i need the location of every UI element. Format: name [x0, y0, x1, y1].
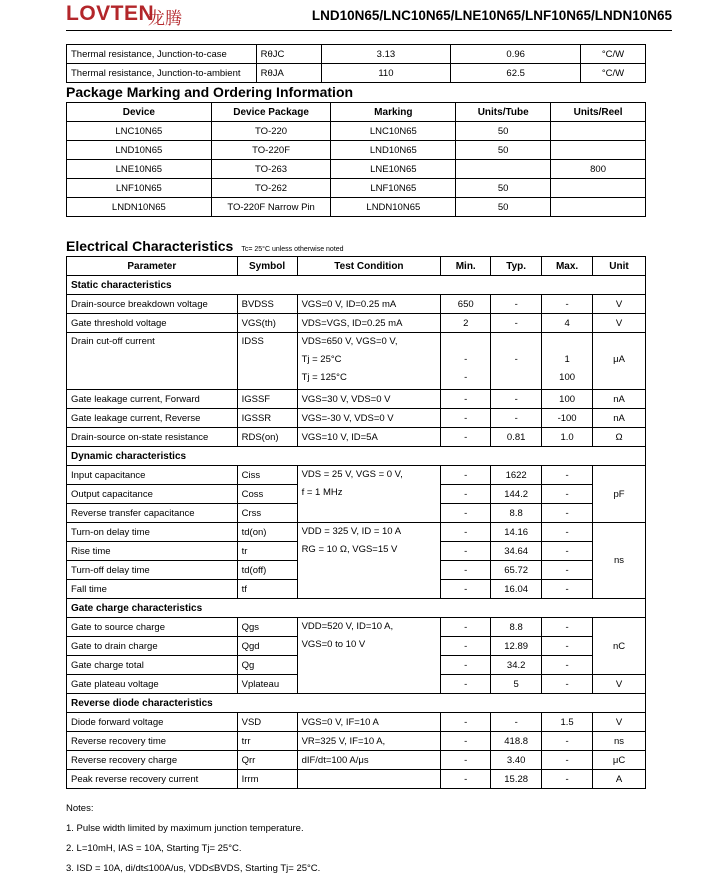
- max-cell: -: [542, 561, 593, 580]
- section-row: [67, 694, 646, 713]
- notes-section: [66, 803, 320, 883]
- table-row: [67, 466, 646, 485]
- min-cell: -: [441, 466, 491, 485]
- typ-cell: 5: [491, 675, 542, 694]
- thermal-symbol: RθJC: [256, 45, 321, 64]
- units-reel-cell: [551, 198, 646, 217]
- column-header: Parameter: [67, 257, 238, 276]
- package-cell: TO-220F Narrow Pin: [211, 198, 331, 217]
- typ-cell: -: [491, 409, 542, 428]
- table-row: [67, 409, 646, 428]
- thermal-symbol: RθJA: [256, 64, 321, 83]
- table-row: [67, 122, 646, 141]
- thermal-value: 0.96: [451, 45, 581, 64]
- typ-cell: 34.64: [491, 542, 542, 561]
- column-header: Marking: [331, 103, 456, 122]
- symbol-cell: Ciss: [237, 466, 297, 485]
- device-cell: LNF10N65: [67, 179, 212, 198]
- max-cell: -: [542, 466, 593, 485]
- document-part-numbers: LND10N65/LNC10N65/LNE10N65/LNF10N65/LNDN10N65: [311, 8, 672, 23]
- symbol-cell: td(on): [237, 523, 297, 542]
- symbol-cell: Irrm: [237, 770, 297, 789]
- package-cell: TO-220F: [211, 141, 331, 160]
- condition-line: f = 1 MHz: [301, 487, 343, 498]
- typ-cell: 15.28: [491, 770, 542, 789]
- column-header: Test Condition: [297, 257, 441, 276]
- electrical-title-text: Electrical Characteristics: [66, 238, 234, 254]
- max-cell: -: [542, 770, 593, 789]
- condition-line: Tj = 125°C: [301, 372, 347, 383]
- table-header-row: [67, 103, 646, 122]
- thermal-table: [66, 44, 646, 83]
- param-cell: Drain cut-off current: [67, 333, 238, 390]
- section-row: [67, 276, 646, 295]
- param-cell: Rise time: [67, 542, 238, 561]
- max-cell: -: [542, 656, 593, 675]
- condition-line: VDD=520 V, ID=10 A,: [301, 621, 394, 632]
- marking-cell: LNDN10N65: [331, 198, 456, 217]
- package-cell: TO-263: [211, 160, 331, 179]
- typ-cell: 8.8: [491, 618, 542, 637]
- max-value: 100: [559, 372, 576, 383]
- section-title: Reverse diode characteristics: [67, 694, 646, 713]
- condition-cell: [297, 333, 441, 390]
- min-cell: -: [441, 618, 491, 637]
- symbol-cell: Qgd: [237, 637, 297, 656]
- table-header-row: [67, 257, 646, 276]
- column-header: Max.: [542, 257, 593, 276]
- min-cell: -: [441, 675, 491, 694]
- max-cell: -: [542, 751, 593, 770]
- typ-cell: 1622: [491, 466, 542, 485]
- min-cell: -: [441, 580, 491, 599]
- header-divider: [66, 30, 672, 31]
- table-row: [67, 333, 646, 390]
- unit-cell: ns: [593, 732, 646, 751]
- min-cell: -: [441, 390, 491, 409]
- typ-cell: -: [491, 713, 542, 732]
- temperature-note: Tc= 25°C unless otherwise noted: [241, 246, 344, 253]
- symbol-cell: VGS(th): [237, 314, 297, 333]
- symbol-cell: IGSSR: [237, 409, 297, 428]
- condition-line: VDS = 25 V, VGS = 0 V,: [301, 469, 403, 480]
- device-cell: LNE10N65: [67, 160, 212, 179]
- param-cell: Gate to drain charge: [67, 637, 238, 656]
- device-cell: LNC10N65: [67, 122, 212, 141]
- min-cell: -: [441, 409, 491, 428]
- max-cell: 1.0: [542, 428, 593, 447]
- condition-line: VDD = 325 V, ID = 10 A: [301, 526, 402, 537]
- max-cell: -: [542, 637, 593, 656]
- note-item: 3. ISD = 10A, di/dt≤100A/us, VDD≤BVDS, Starting Tj= 25°C.: [66, 863, 321, 874]
- min-cell: -: [441, 637, 491, 656]
- param-cell: Drain-source breakdown voltage: [67, 295, 238, 314]
- condition-line: Tj = 25°C: [301, 354, 342, 365]
- package-cell: TO-262: [211, 179, 331, 198]
- table-row: [67, 390, 646, 409]
- condition-cell: VGS=0 V, IF=10 A: [297, 713, 441, 732]
- unit-value: μA: [613, 354, 625, 365]
- table-row: [67, 751, 646, 770]
- marking-cell: LNF10N65: [331, 179, 456, 198]
- marking-cell: LNC10N65: [331, 122, 456, 141]
- param-cell: Reverse recovery time: [67, 732, 238, 751]
- thermal-unit: °C/W: [581, 64, 646, 83]
- thermal-unit: °C/W: [581, 45, 646, 64]
- max-cell: 100: [542, 390, 593, 409]
- condition-cell: VR=325 V, IF=10 A,: [297, 732, 441, 751]
- param-cell: Peak reverse recovery current: [67, 770, 238, 789]
- unit-cell: V: [593, 295, 646, 314]
- unit-cell: nA: [593, 409, 646, 428]
- units-tube-cell: [456, 160, 551, 179]
- min-cell: -: [441, 523, 491, 542]
- param-cell: Gate charge total: [67, 656, 238, 675]
- table-row: [67, 295, 646, 314]
- table-row: [67, 713, 646, 732]
- column-header: Units/Reel: [551, 103, 646, 122]
- symbol-cell: td(off): [237, 561, 297, 580]
- thermal-param: Thermal resistance, Junction-to-ambient: [67, 64, 257, 83]
- table-row: [67, 618, 646, 637]
- table-row: [67, 198, 646, 217]
- column-header: Unit: [593, 257, 646, 276]
- condition-cell: VGS=10 V, ID=5A: [297, 428, 441, 447]
- unit-cell: V: [593, 713, 646, 732]
- package-cell: TO-220: [211, 122, 331, 141]
- unit-cell: V: [593, 314, 646, 333]
- min-cell: -: [441, 561, 491, 580]
- max-value: 1: [564, 354, 570, 365]
- symbol-cell: RDS(on): [237, 428, 297, 447]
- package-section-title: Package Marking and Ordering Information: [66, 84, 354, 100]
- section-title: Dynamic characteristics: [67, 447, 646, 466]
- min-cell: 2: [441, 314, 491, 333]
- note-item: 1. Pulse width limited by maximum junction temperature.: [66, 823, 304, 834]
- table-row: [67, 770, 646, 789]
- condition-line: RG = 10 Ω, VGS=15 V: [301, 544, 398, 555]
- max-cell: -: [542, 732, 593, 751]
- param-cell: Reverse transfer capacitance: [67, 504, 238, 523]
- min-cell: -: [441, 751, 491, 770]
- typ-cell: 8.8: [491, 504, 542, 523]
- param-cell: Gate plateau voltage: [67, 675, 238, 694]
- param-cell: Turn-on delay time: [67, 523, 238, 542]
- thermal-value: 3.13: [321, 45, 451, 64]
- max-cell: -: [542, 542, 593, 561]
- unit-cell: V: [593, 675, 646, 694]
- typ-cell: 12.89: [491, 637, 542, 656]
- param-cell: Gate leakage current, Forward: [67, 390, 238, 409]
- company-logo-chinese: 龙腾: [148, 9, 182, 29]
- param-cell: Gate leakage current, Reverse: [67, 409, 238, 428]
- symbol-cell: Vplateau: [237, 675, 297, 694]
- units-reel-cell: [551, 122, 646, 141]
- min-cell: -: [441, 504, 491, 523]
- min-cell: -: [441, 656, 491, 675]
- typ-cell: -: [491, 314, 542, 333]
- notes-title: Notes:: [66, 803, 94, 814]
- condition-cell: dIF/dt=100 A/μs: [297, 751, 441, 770]
- max-cell: -100: [542, 409, 593, 428]
- condition-cell: [297, 618, 441, 694]
- symbol-cell: Qgs: [237, 618, 297, 637]
- unit-cell: nC: [593, 618, 646, 675]
- min-cell: -: [441, 713, 491, 732]
- max-cell: -: [542, 295, 593, 314]
- table-row: [67, 160, 646, 179]
- unit-cell: nA: [593, 390, 646, 409]
- symbol-cell: Qrr: [237, 751, 297, 770]
- max-cell: -: [542, 618, 593, 637]
- param-cell: Gate threshold voltage: [67, 314, 238, 333]
- typ-cell: 418.8: [491, 732, 542, 751]
- table-row: [67, 45, 646, 64]
- column-header: Units/Tube: [456, 103, 551, 122]
- typ-cell: 34.2: [491, 656, 542, 675]
- table-row: [67, 732, 646, 751]
- column-header: Min.: [441, 257, 491, 276]
- min-cell: -: [441, 485, 491, 504]
- thermal-param: Thermal resistance, Junction-to-case: [67, 45, 257, 64]
- typ-cell: 65.72: [491, 561, 542, 580]
- thermal-value: 110: [321, 64, 451, 83]
- symbol-cell: VSD: [237, 713, 297, 732]
- electrical-table: [66, 256, 646, 789]
- symbol-cell: Coss: [237, 485, 297, 504]
- max-cell: -: [542, 504, 593, 523]
- section-title: Gate charge characteristics: [67, 599, 646, 618]
- column-header: Typ.: [491, 257, 542, 276]
- marking-cell: LND10N65: [331, 141, 456, 160]
- note-item: 2. L=10mH, IAS = 10A, Starting Tj= 25°C.: [66, 843, 242, 854]
- param-cell: Output capacitance: [67, 485, 238, 504]
- condition-cell: [297, 770, 441, 789]
- condition-cell: VGS=0 V, ID=0.25 mA: [297, 295, 441, 314]
- typ-value: -: [514, 354, 518, 365]
- section-row: [67, 599, 646, 618]
- table-row: [67, 523, 646, 542]
- units-tube-cell: 50: [456, 141, 551, 160]
- param-cell: Turn-off delay time: [67, 561, 238, 580]
- min-value: -: [464, 354, 468, 365]
- param-cell: Fall time: [67, 580, 238, 599]
- section-row: [67, 447, 646, 466]
- max-cell: 1.5: [542, 713, 593, 732]
- unit-cell: ns: [593, 523, 646, 599]
- min-value: -: [464, 372, 468, 383]
- units-tube-cell: 50: [456, 198, 551, 217]
- unit-cell: [593, 333, 646, 390]
- condition-cell: VGS=30 V, VDS=0 V: [297, 390, 441, 409]
- typ-cell: 16.04: [491, 580, 542, 599]
- max-cell: -: [542, 523, 593, 542]
- symbol-cell: tf: [237, 580, 297, 599]
- param-cell: Input capacitance: [67, 466, 238, 485]
- unit-cell: A: [593, 770, 646, 789]
- condition-line: VGS=0 to 10 V: [301, 639, 366, 650]
- unit-cell: pF: [593, 466, 646, 523]
- units-reel-cell: [551, 141, 646, 160]
- units-reel-cell: 800: [551, 160, 646, 179]
- symbol-cell: Crss: [237, 504, 297, 523]
- symbol-cell: BVDSS: [237, 295, 297, 314]
- typ-cell: [491, 333, 542, 390]
- units-reel-cell: [551, 179, 646, 198]
- column-header: Symbol: [237, 257, 297, 276]
- max-cell: 4: [542, 314, 593, 333]
- param-cell: Reverse recovery charge: [67, 751, 238, 770]
- thermal-value: 62.5: [451, 64, 581, 83]
- min-cell: -: [441, 428, 491, 447]
- symbol-cell: trr: [237, 732, 297, 751]
- table-row: [67, 64, 646, 83]
- condition-cell: [297, 466, 441, 523]
- company-logo: LOVTEN: [66, 2, 155, 25]
- max-cell: -: [542, 580, 593, 599]
- section-title: Static characteristics: [67, 276, 646, 295]
- min-cell: -: [441, 732, 491, 751]
- symbol-cell: IDSS: [237, 333, 297, 390]
- package-table: [66, 102, 646, 217]
- max-cell: [542, 333, 593, 390]
- typ-cell: 3.40: [491, 751, 542, 770]
- units-tube-cell: 50: [456, 122, 551, 141]
- marking-cell: LNE10N65: [331, 160, 456, 179]
- param-cell: Drain-source on-state resistance: [67, 428, 238, 447]
- table-row: [67, 428, 646, 447]
- unit-cell: μC: [593, 751, 646, 770]
- column-header: Device Package: [211, 103, 331, 122]
- typ-cell: -: [491, 390, 542, 409]
- table-row: [67, 314, 646, 333]
- symbol-cell: tr: [237, 542, 297, 561]
- typ-cell: 0.81: [491, 428, 542, 447]
- table-row: [67, 141, 646, 160]
- min-cell: [441, 333, 491, 390]
- device-cell: LNDN10N65: [67, 198, 212, 217]
- param-cell: Gate to source charge: [67, 618, 238, 637]
- condition-cell: VDS=VGS, ID=0.25 mA: [297, 314, 441, 333]
- min-cell: -: [441, 542, 491, 561]
- electrical-section-title: [66, 238, 344, 254]
- max-cell: -: [542, 485, 593, 504]
- typ-cell: -: [491, 295, 542, 314]
- min-cell: -: [441, 770, 491, 789]
- condition-line: VDS=650 V, VGS=0 V,: [301, 336, 398, 347]
- symbol-cell: Qg: [237, 656, 297, 675]
- symbol-cell: IGSSF: [237, 390, 297, 409]
- min-cell: 650: [441, 295, 491, 314]
- device-cell: LND10N65: [67, 141, 212, 160]
- condition-cell: VGS=-30 V, VDS=0 V: [297, 409, 441, 428]
- unit-cell: Ω: [593, 428, 646, 447]
- column-header: Device: [67, 103, 212, 122]
- units-tube-cell: 50: [456, 179, 551, 198]
- typ-cell: 14.16: [491, 523, 542, 542]
- table-row: [67, 179, 646, 198]
- max-cell: -: [542, 675, 593, 694]
- condition-cell: [297, 523, 441, 599]
- param-cell: Diode forward voltage: [67, 713, 238, 732]
- typ-cell: 144.2: [491, 485, 542, 504]
